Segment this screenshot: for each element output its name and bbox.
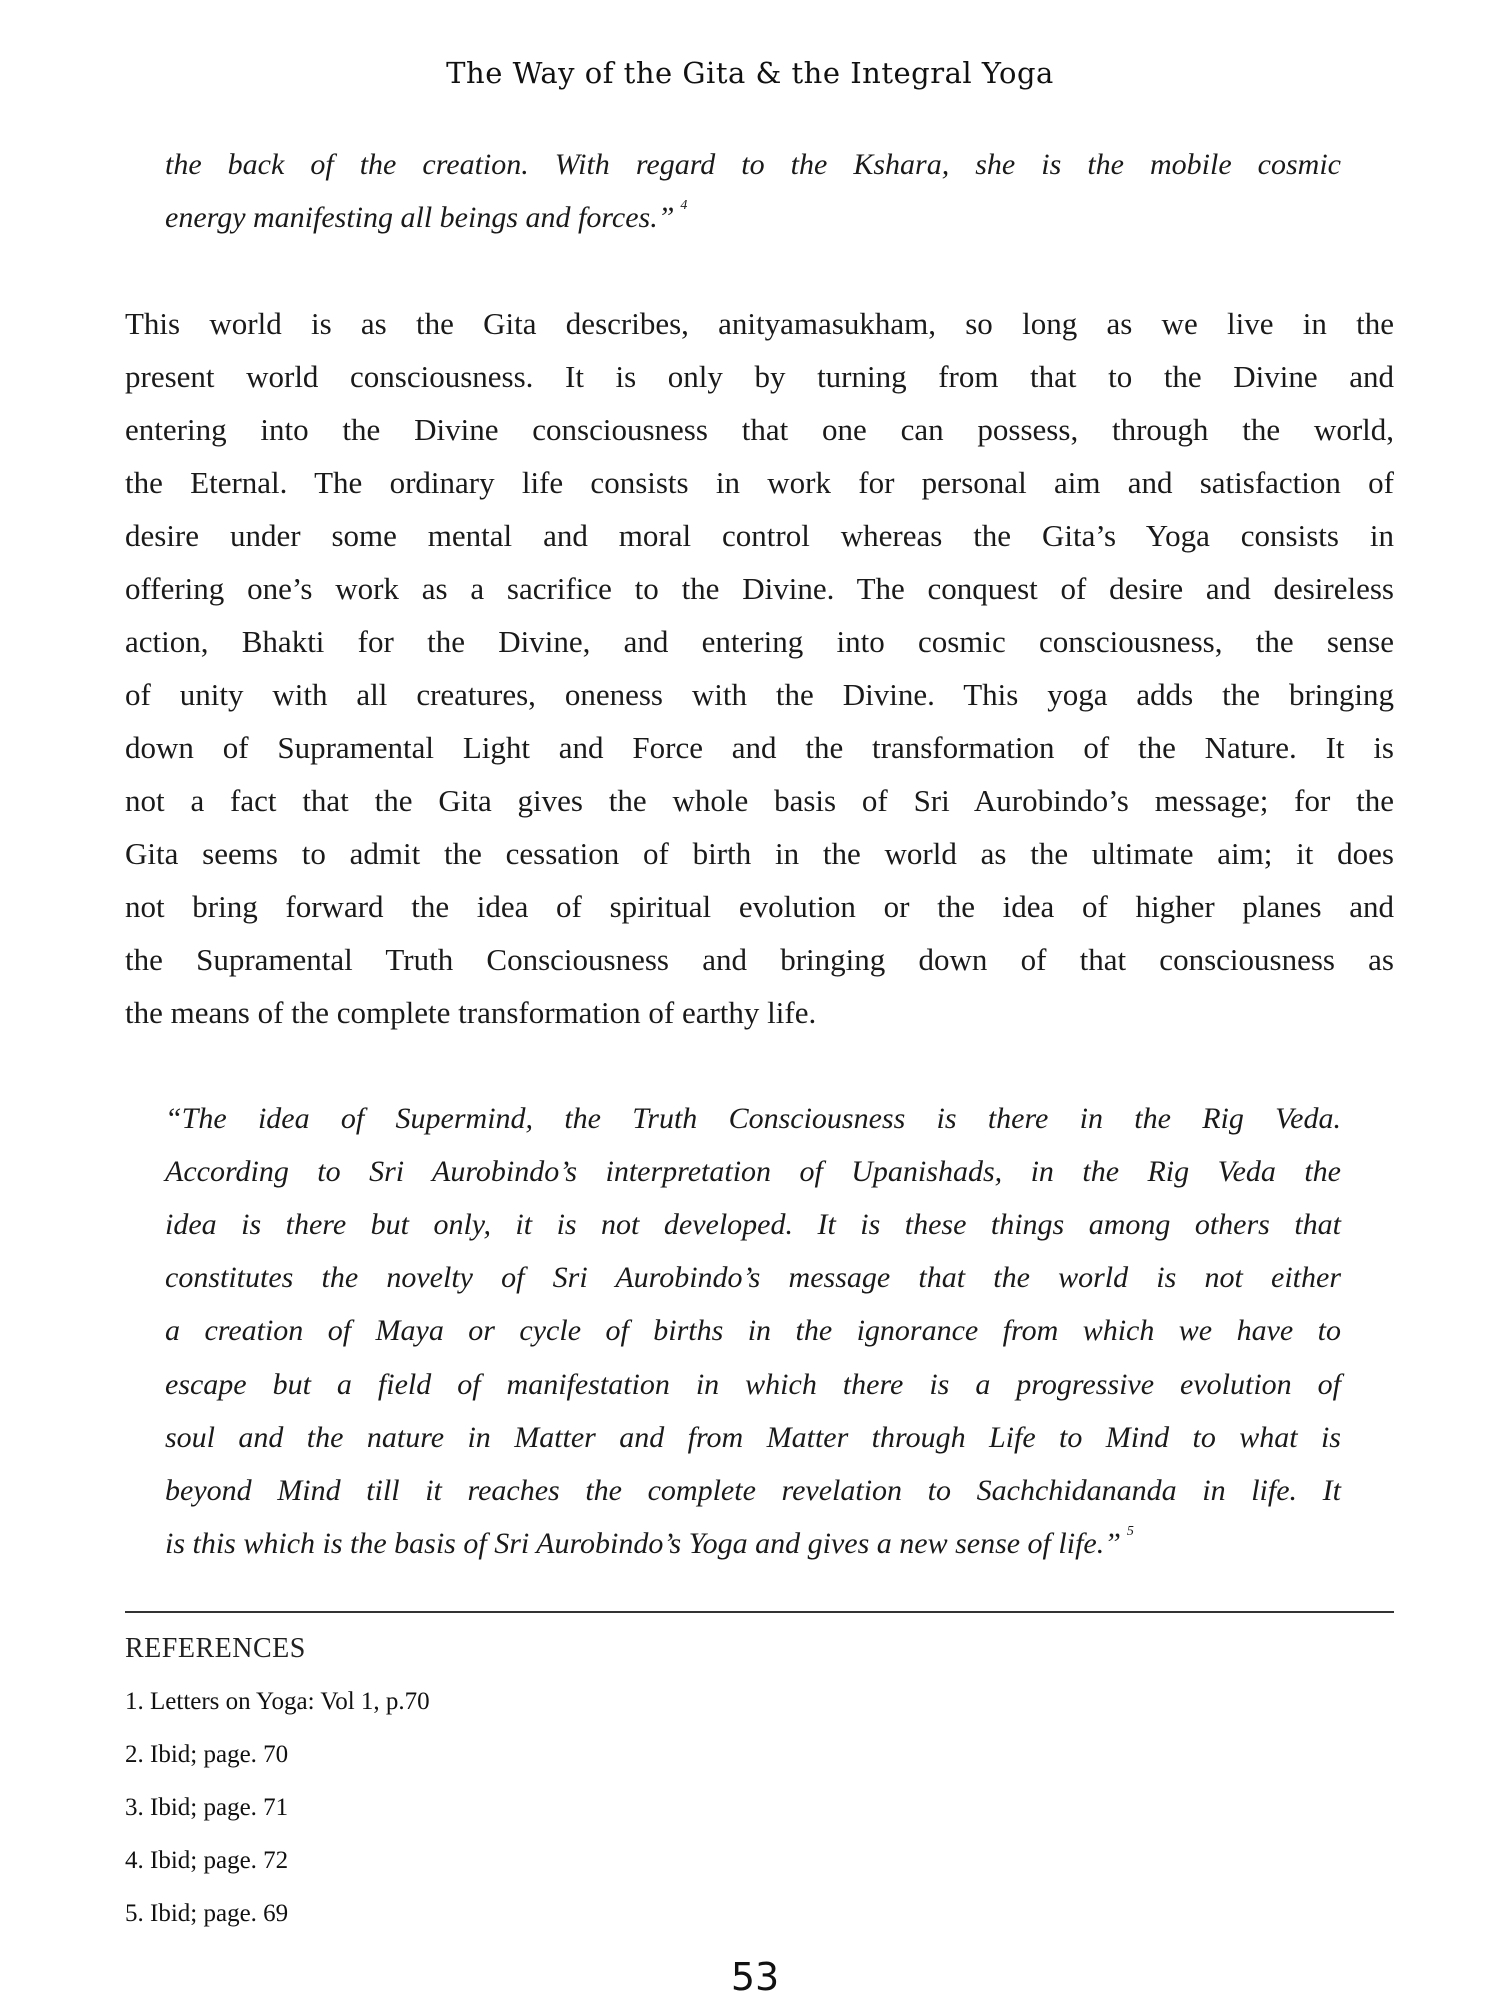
text-line [125, 562, 1394, 615]
reference-item: 5. Ibid; page. 69 [125, 1900, 289, 1927]
text-line [125, 986, 1394, 1039]
line-text: beyond Mind till it reaches the complete revelation to Sachchidananda in life. It [165, 1473, 1341, 1507]
text-line [165, 1145, 1341, 1198]
line-text: the Supramental Truth Consciousness and bringing down of that consciousness as [125, 942, 1394, 977]
text-line [125, 615, 1394, 668]
text-line [125, 403, 1394, 456]
line-text: soul and the nature in Matter and from Matter through Life to Mind to what is [165, 1420, 1341, 1454]
line-text: According to Sri Aurobindo’s interpretation of Upanishads, in the Rig Veda the [165, 1155, 1341, 1189]
line-text: the Eternal. The ordinary life consists in work for personal aim and satisfaction of [125, 465, 1394, 500]
line-text: entering into the Divine consciousness that one can possess, through the world, [125, 412, 1394, 447]
footnote-marker: 5 [1126, 1523, 1134, 1539]
line-text: the means of the complete transformation of earthy life. [125, 995, 817, 1030]
line-text: desire under some mental and moral control whereas the Gita’s Yoga consists in [125, 518, 1394, 553]
text-line [125, 774, 1394, 827]
reference-item: 2. Ibid; page. 70 [125, 1741, 289, 1768]
text-line [165, 1092, 1341, 1145]
running-header: The Way of the Gita & the Integral Yoga [446, 56, 1054, 90]
reference-item: 1. Letters on Yoga: Vol 1, p.70 [125, 1688, 430, 1715]
text-line [165, 1464, 1341, 1517]
text-line [165, 1517, 1341, 1570]
text-line [125, 668, 1394, 721]
footnote-marker: 4 [680, 198, 688, 213]
line-text: action, Bhakti for the Divine, and entering into cosmic consciousness, the sense [125, 624, 1394, 659]
text-line [165, 138, 1341, 191]
footnote-divider [125, 1611, 1394, 1613]
text-line [125, 456, 1394, 509]
page-number: 53 [730, 1955, 780, 1999]
line-text: of unity with all creatures, oneness with the Divine. This yoga adds the bringing [125, 677, 1394, 712]
line-text: This world is as the Gita describes, anityamasukham, so long as we live in the [125, 306, 1394, 341]
text-line [165, 1198, 1341, 1251]
reference-item: 4. Ibid; page. 72 [125, 1847, 289, 1874]
line-text: is this which is the basis of Sri Aurobindo’s Yoga and gives a new sense of life.” [165, 1526, 1121, 1560]
text-line [165, 1251, 1341, 1304]
text-line [165, 1304, 1341, 1357]
text-line [125, 297, 1394, 350]
line-text: idea is there but only, it is not developed. It is these things among others that [165, 1208, 1341, 1242]
text-line [165, 1411, 1341, 1464]
text-line [125, 721, 1394, 774]
text-line [125, 880, 1394, 933]
line-text: the back of the creation. With regard to the Kshara, she is the mobile cosmic [165, 148, 1341, 181]
text-line [165, 1358, 1341, 1411]
reference-item: 3. Ibid; page. 71 [125, 1794, 289, 1821]
line-text: escape but a field of manifestation in which there is a progressive evolution of [165, 1367, 1341, 1401]
text-line [125, 933, 1394, 986]
text-line [165, 191, 1341, 244]
text-line [125, 509, 1394, 562]
line-text: offering one’s work as a sacrifice to the Divine. The conquest of desire and desireless [125, 571, 1394, 606]
line-text: present world consciousness. It is only by turning from that to the Divine and [125, 359, 1394, 394]
line-text: not a fact that the Gita gives the whole basis of Sri Aurobindo’s message; for the [125, 783, 1394, 818]
references-heading: REFERENCES [125, 1633, 306, 1664]
text-line [125, 350, 1394, 403]
line-text: “The idea of Supermind, the Truth Consciousness is there in the Rig Veda. [165, 1102, 1341, 1135]
line-text: a creation of Maya or cycle of births in the ignorance from which we have to [165, 1314, 1341, 1348]
line-text: Gita seems to admit the cessation of birth in the world as the ultimate aim; it does [125, 836, 1394, 871]
text-line [125, 827, 1394, 880]
line-text: not bring forward the idea of spiritual evolution or the idea of higher planes and [125, 889, 1394, 924]
line-text: constitutes the novelty of Sri Aurobindo’s message that the world is not either [165, 1261, 1341, 1295]
line-text: energy manifesting all beings and forces.” [165, 201, 675, 234]
line-text: down of Supramental Light and Force and the transformation of the Nature. It is [125, 730, 1394, 765]
